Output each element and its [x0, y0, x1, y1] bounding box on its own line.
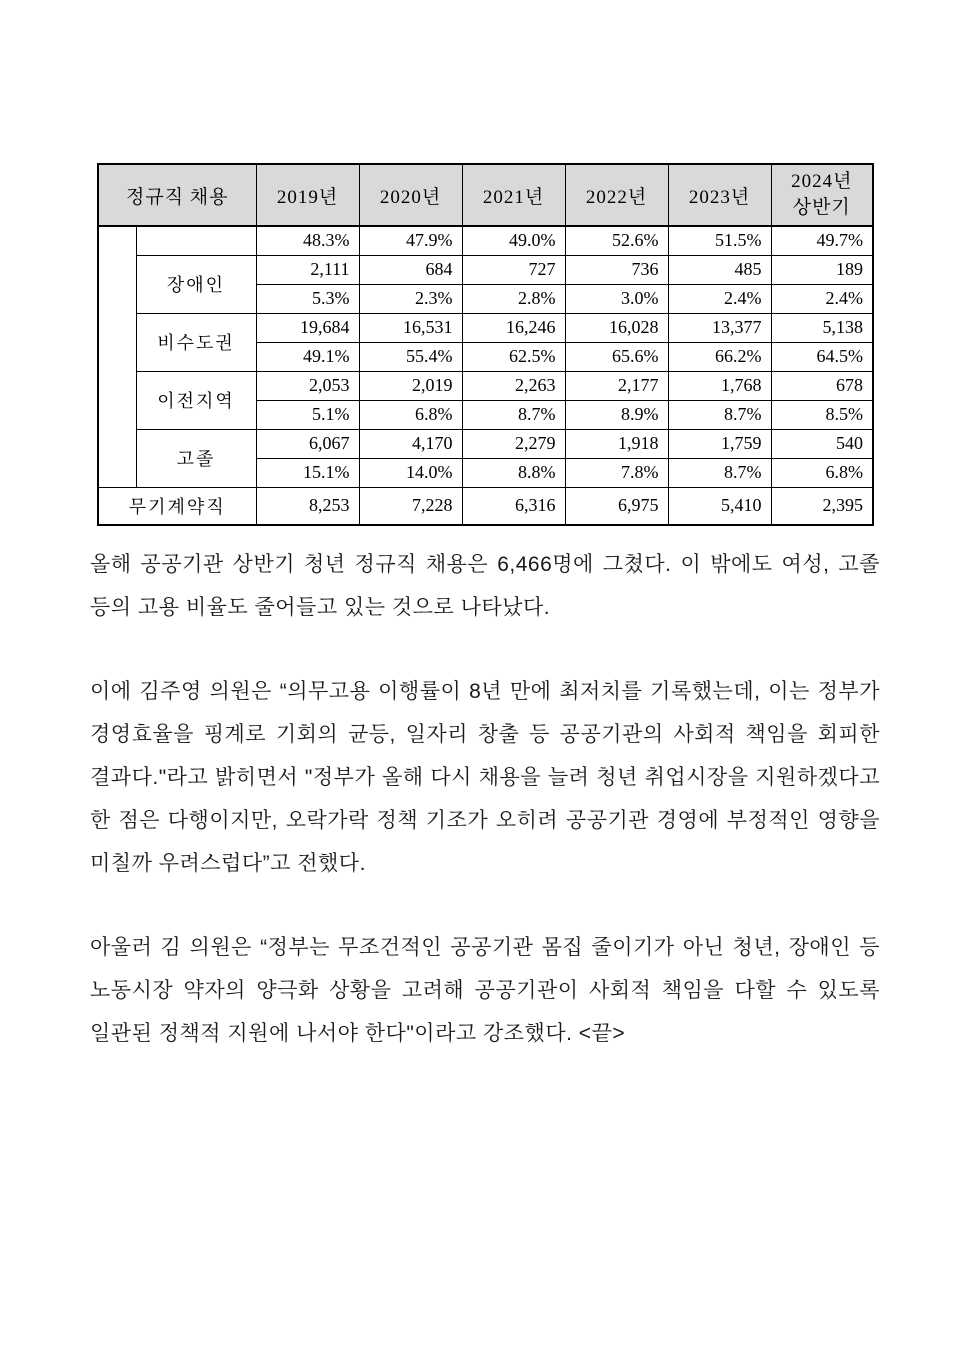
table-cell: 52.6%	[565, 226, 668, 255]
table-cell: 2,279	[462, 429, 565, 458]
paragraph-kim-juyoung-quote: 이에 김주영 의원은 “의무고용 이행률이 8년 만에 최저치를 기록했는데, 이는 정부가 경영효율을 핑계로 기회의 균등, 일자리 창출 등 공공기관의 사회적 책임을 회피한 결과다."라고 밝히면서 "정부가 올해 다시 채용을 늘려 청년 취업시장을 지원하겠다고 한 점은 다행이지만, 오락가락 정책 기조가 오히려 공공기관 경영에 부정적인 영향을 미칠까 우려스럽다”고 전했다.	[90, 680, 880, 875]
table-cell: 14.0%	[359, 458, 462, 487]
table-cell: 2.4%	[771, 284, 873, 313]
table-cell: 189	[771, 255, 873, 284]
row-label-relocated-region: 이전지역	[136, 371, 256, 429]
table-cell: 8.5%	[771, 400, 873, 429]
paragraph-summary: 올해 공공기관 상반기 청년 정규직 채용은 6,466명에 그쳤다. 이 밖에도 여성, 고졸 등의 고용 비율도 줄어들고 있는 것으로 나타났다.	[90, 553, 880, 619]
table-cell: 1,918	[565, 429, 668, 458]
table-cell: 13,377	[668, 313, 771, 342]
year-header-2023: 2023년	[668, 164, 771, 226]
table-cell: 2,263	[462, 371, 565, 400]
table-title-cell: 정규직 채용	[98, 164, 256, 226]
row-label-indefinite-contract: 무기계약직	[98, 487, 256, 525]
row-label-highschool: 고졸	[136, 429, 256, 487]
table-cell: 2.8%	[462, 284, 565, 313]
table-cell: 51.5%	[668, 226, 771, 255]
carryover-category-cell	[98, 226, 136, 487]
table-row-indefinite-contract	[98, 487, 873, 525]
row-label-disabled: 장애인	[136, 255, 256, 313]
table-cell: 8.7%	[668, 400, 771, 429]
table-cell: 1,768	[668, 371, 771, 400]
table-cell: 8.8%	[462, 458, 565, 487]
table-cell: 6.8%	[359, 400, 462, 429]
table-cell: 2.4%	[668, 284, 771, 313]
table-cell: 540	[771, 429, 873, 458]
table-header-row	[98, 164, 873, 226]
table-cell: 8.7%	[668, 458, 771, 487]
table-cell: 16,028	[565, 313, 668, 342]
table-cell: 678	[771, 371, 873, 400]
row-label-non-capital: 비수도권	[136, 313, 256, 371]
table-row	[98, 371, 873, 400]
table-cell: 66.2%	[668, 342, 771, 371]
table-cell: 1,759	[668, 429, 771, 458]
year-header-2020: 2020년	[359, 164, 462, 226]
table-cell: 684	[359, 255, 462, 284]
table-cell: 3.0%	[565, 284, 668, 313]
table-cell: 6,316	[462, 487, 565, 525]
table-cell: 2.3%	[359, 284, 462, 313]
table-cell: 2,177	[565, 371, 668, 400]
table-cell: 8.7%	[462, 400, 565, 429]
table-cell: 55.4%	[359, 342, 462, 371]
table-cell: 2,395	[771, 487, 873, 525]
year-2024-line2: 상반기	[792, 197, 851, 218]
regular-employment-table	[97, 163, 874, 526]
paragraph-closing-quote: 아울러 김 의원은 “정부는 무조건적인 공공기관 몸집 줄이기가 아닌 청년, 장애인 등 노동시장 약자의 양극화 상황을 고려해 공공기관이 사회적 책임을 다할 수 있도록 일관된 정책적 지원에 나서야 한다"이라고 강조했다. <끝>	[90, 936, 880, 1045]
year-header-2024-h1	[771, 164, 873, 226]
table-cell: 6.8%	[771, 458, 873, 487]
table-cell: 16,531	[359, 313, 462, 342]
table-cell: 6,067	[256, 429, 359, 458]
table-cell: 49.1%	[256, 342, 359, 371]
table-cell: 2,111	[256, 255, 359, 284]
table-cell: 65.6%	[565, 342, 668, 371]
table-cell: 15.1%	[256, 458, 359, 487]
table-cell: 7.8%	[565, 458, 668, 487]
table-cell: 19,684	[256, 313, 359, 342]
table-cell: 727	[462, 255, 565, 284]
table-cell: 62.5%	[462, 342, 565, 371]
year-header-2022: 2022년	[565, 164, 668, 226]
table-row	[98, 313, 873, 342]
table-cell: 4,170	[359, 429, 462, 458]
table-cell: 5,410	[668, 487, 771, 525]
year-header-2019: 2019년	[256, 164, 359, 226]
table-cell: 7,228	[359, 487, 462, 525]
table-cell: 5.3%	[256, 284, 359, 313]
table-cell: 49.0%	[462, 226, 565, 255]
table-cell: 64.5%	[771, 342, 873, 371]
table-cell: 5.1%	[256, 400, 359, 429]
table-cell: 6,975	[565, 487, 668, 525]
year-header-2021: 2021년	[462, 164, 565, 226]
row-label-empty	[136, 226, 256, 255]
table-row	[98, 255, 873, 284]
table-cell: 48.3%	[256, 226, 359, 255]
table-cell: 8.9%	[565, 400, 668, 429]
table-cell: 47.9%	[359, 226, 462, 255]
table-cell: 736	[565, 255, 668, 284]
table-cell: 2,019	[359, 371, 462, 400]
table-row	[98, 429, 873, 458]
table-cell: 2,053	[256, 371, 359, 400]
article-body	[90, 543, 880, 1096]
table-cell: 5,138	[771, 313, 873, 342]
table-row	[98, 226, 873, 255]
year-2024-line1: 2024년	[791, 171, 853, 192]
table-cell: 485	[668, 255, 771, 284]
table-cell: 49.7%	[771, 226, 873, 255]
table-cell: 8,253	[256, 487, 359, 525]
table-cell: 16,246	[462, 313, 565, 342]
